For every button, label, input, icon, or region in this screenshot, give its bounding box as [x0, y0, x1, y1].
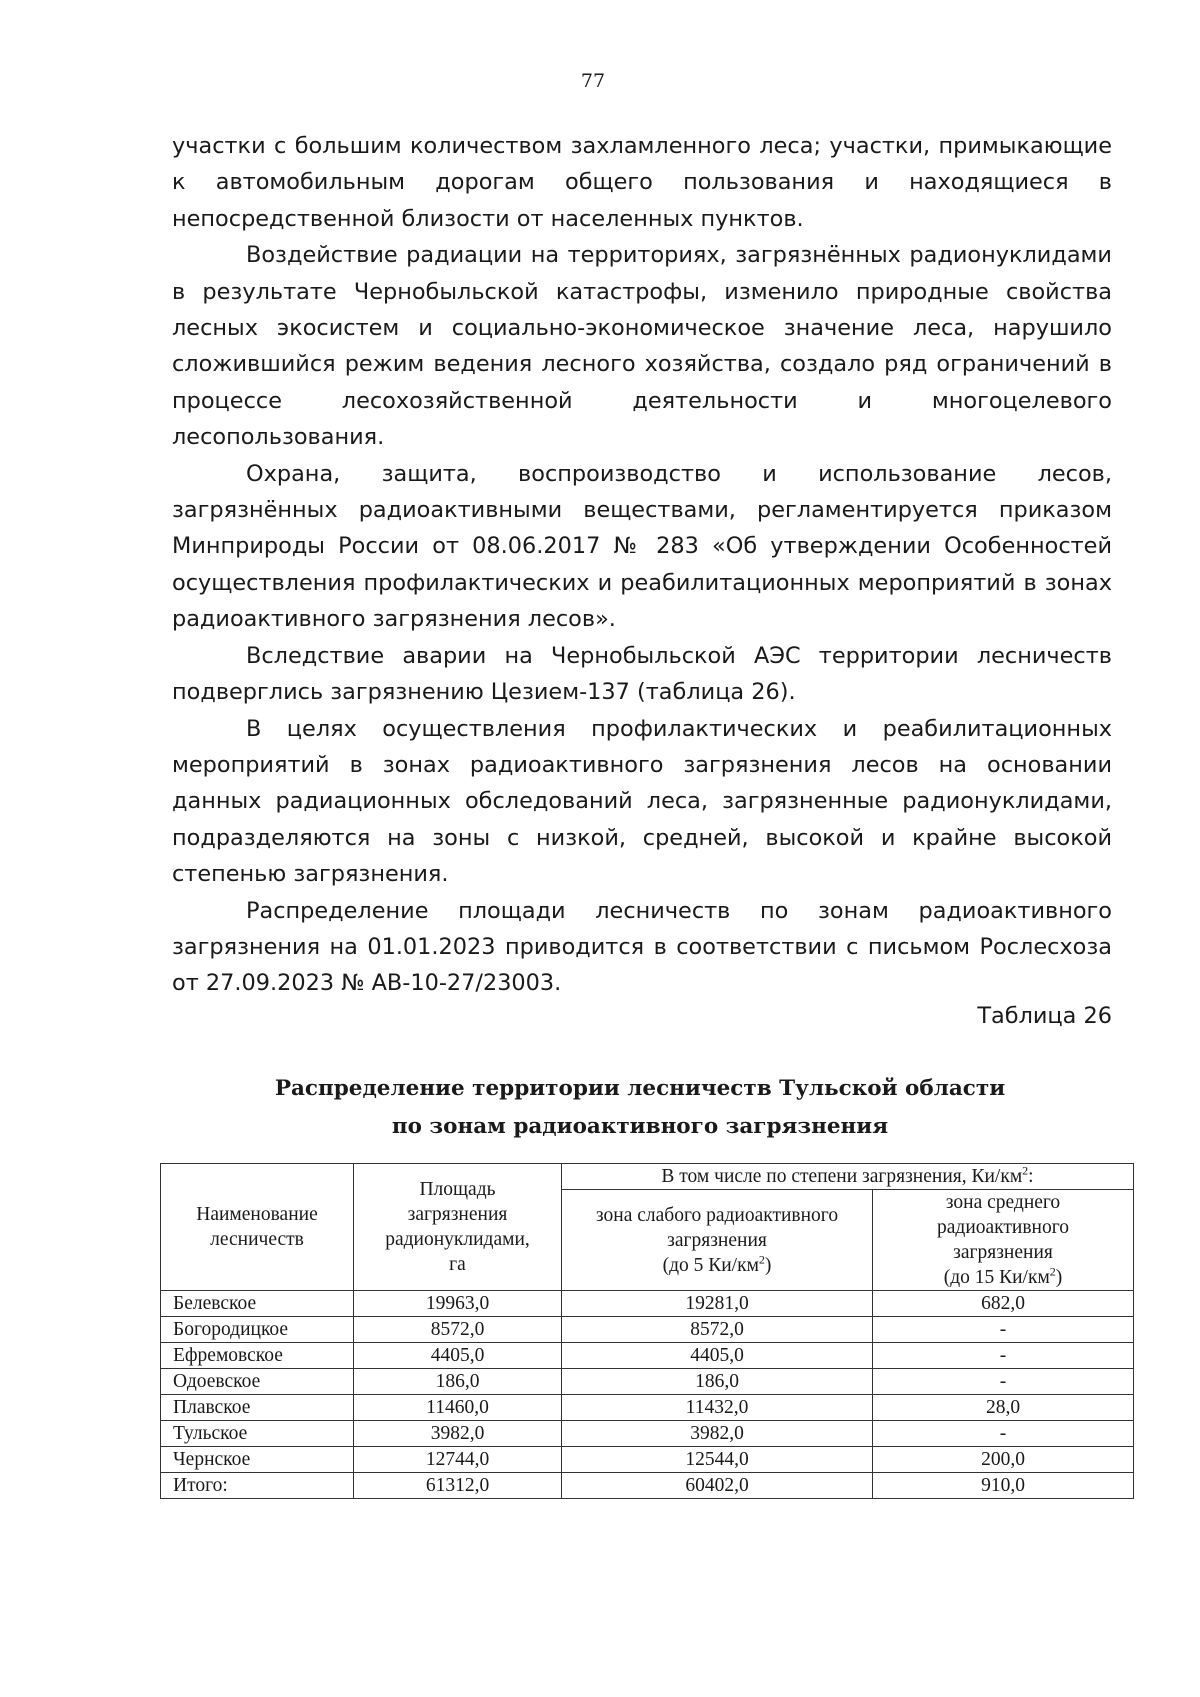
cell-medium: - — [873, 1421, 1134, 1447]
paragraph: Воздействие радиации на территориях, загрязнённых радионуклидами в результате Чернобыльской катастрофы, изменило природные свойства лесных экосистем и социально-экономическое значение леса, нарушило сложившийся режим ведения лесного хозяйства, создало ряд ограничений в процессе лесохозяйственной деятельности и многоцелевого лесопользования. — [172, 242, 1112, 451]
cell-name: Чернское — [161, 1447, 354, 1473]
cell-name: Плавское — [161, 1395, 354, 1421]
cell-weak: 11432,0 — [562, 1395, 873, 1421]
cell-area: 12744,0 — [354, 1447, 562, 1473]
cell-area: 3982,0 — [354, 1421, 562, 1447]
cell-name: Ефремовское — [161, 1343, 354, 1369]
cell-weak: 60402,0 — [562, 1473, 873, 1499]
cell-name: Итого: — [161, 1473, 354, 1499]
cell-area: 186,0 — [354, 1369, 562, 1395]
table-row — [161, 1447, 1134, 1473]
cell-medium: 28,0 — [873, 1395, 1134, 1421]
paragraph: Распределение площади лесничеств по зонам радиоактивного загрязнения на 01.01.2023 приводится в соответствии с письмом Рослесхоза от 27.09.2023 № АВ-10-27/23003. — [172, 897, 1112, 997]
contamination-table — [160, 1163, 1134, 1499]
table-title-line: Распределение территории лесничеств Тульской области — [274, 1076, 1006, 1101]
header-area: Площадь загрязнения радионуклидами, га — [354, 1164, 562, 1291]
table-row — [161, 1369, 1134, 1395]
page-number: 77 — [580, 70, 606, 92]
cell-medium: - — [873, 1317, 1134, 1343]
cell-area: 8572,0 — [354, 1317, 562, 1343]
cell-area: 4405,0 — [354, 1343, 562, 1369]
paragraph: Вследствие аварии на Чернобыльской АЭС территории лесничеств подверглись загрязнению Цезием-137 (таблица 26). — [172, 642, 1112, 706]
cell-name: Богородицкое — [161, 1317, 354, 1343]
table-row — [161, 1291, 1134, 1317]
table-row — [161, 1343, 1134, 1369]
document-body — [172, 128, 1112, 1002]
paragraph: участки с большим количеством захламленного леса; участки, примыкающие к автомобильным дорогам общего пользования и находящиеся в непосредственной близости от населенных пунктов. — [172, 133, 1112, 232]
cell-weak: 12544,0 — [562, 1447, 873, 1473]
table-row — [161, 1317, 1134, 1343]
cell-name: Белевское — [161, 1291, 354, 1317]
cell-weak: 186,0 — [562, 1369, 873, 1395]
table-title-line: по зонам радиоактивного загрязнения — [391, 1114, 889, 1139]
cell-medium: - — [873, 1343, 1134, 1369]
paragraph: В целях осуществления профилактических и реабилитационных мероприятий в зонах радиоактивного загрязнения лесов на основании данных радиационных обследований леса, загрязненные радионуклидами, подразделяются на зоны с низкой, средней, высокой и крайне высокой степенью загрязнения. — [172, 715, 1112, 888]
cell-weak: 4405,0 — [562, 1343, 873, 1369]
header-group: В том числе по степени загрязнения, $Ки/км^2$: — [562, 1164, 1134, 1190]
table-total-row — [161, 1473, 1134, 1499]
paragraph: Охрана, защита, воспроизводство и использование лесов, загрязнённых радиоактивными веществами, регламентируется приказом Минприроды России от 08.06.2017 № 283 «Об утверждении Особенностей осуществления профилактических и реабилитационных мероприятий в зонах радиоактивного загрязнения лесов». — [172, 460, 1112, 633]
header-medium-zone: зона среднего радиоактивного загрязнения (до 15 $Ки/км^2$) — [873, 1190, 1134, 1291]
cell-area: 19963,0 — [354, 1291, 562, 1317]
header-name: Наименование лесничеств — [161, 1164, 354, 1291]
cell-area: 61312,0 — [354, 1473, 562, 1499]
cell-weak: 19281,0 — [562, 1291, 873, 1317]
table-row — [161, 1395, 1134, 1421]
table-title — [240, 1070, 1040, 1146]
table-row — [161, 1421, 1134, 1447]
cell-medium: 682,0 — [873, 1291, 1134, 1317]
cell-medium: 200,0 — [873, 1447, 1134, 1473]
cell-weak: 3982,0 — [562, 1421, 873, 1447]
cell-name: Тульское — [161, 1421, 354, 1447]
cell-weak: 8572,0 — [562, 1317, 873, 1343]
cell-medium: 910,0 — [873, 1473, 1134, 1499]
table-caption: Таблица 26 — [977, 1003, 1112, 1029]
cell-area: 11460,0 — [354, 1395, 562, 1421]
cell-name: Одоевское — [161, 1369, 354, 1395]
cell-medium: - — [873, 1369, 1134, 1395]
header-weak-zone: зона слабого радиоактивного загрязнения (до 5 $Ки/км^2$) — [562, 1190, 873, 1291]
